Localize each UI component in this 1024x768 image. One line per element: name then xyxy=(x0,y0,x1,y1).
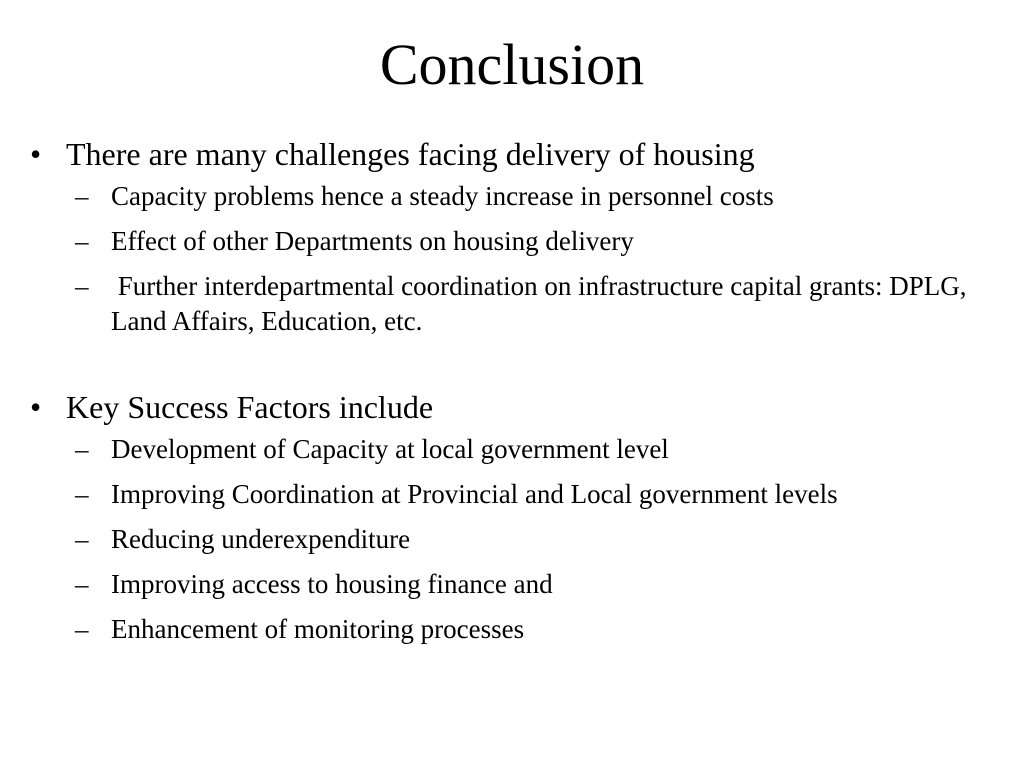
dash-glyph: – xyxy=(75,614,89,644)
sub-item xyxy=(30,612,1000,647)
sub-list-success-factors xyxy=(30,432,1000,647)
dash-glyph: – xyxy=(75,181,89,211)
dash-glyph: – xyxy=(75,569,89,599)
bullet-glyph: • xyxy=(30,136,42,172)
sub-item-text: Capacity problems hence a steady increase in personnel costs xyxy=(111,181,774,211)
sub-item xyxy=(30,477,1000,512)
sub-item-text: Improving Coordination at Provincial and Local government levels xyxy=(111,479,838,509)
dash-glyph: – xyxy=(75,226,89,256)
sub-item-text: Improving access to housing finance and xyxy=(111,569,553,599)
sub-item-text: Effect of other Departments on housing delivery xyxy=(111,226,634,256)
sub-list-challenges xyxy=(30,179,1000,339)
dash-glyph: – xyxy=(75,434,89,464)
sub-item xyxy=(30,179,1000,214)
bullet-success-factors xyxy=(30,387,1000,427)
slide-body xyxy=(30,134,1000,657)
dash-glyph: – xyxy=(75,271,89,301)
sub-item xyxy=(30,269,1000,339)
sub-item-text: Reducing underexpenditure xyxy=(111,524,411,554)
bullet-text: There are many challenges facing delivery of housing xyxy=(66,136,755,172)
dash-glyph: – xyxy=(75,479,89,509)
sub-item xyxy=(30,522,1000,557)
sub-item-text: Development of Capacity at local government level xyxy=(111,434,669,464)
sub-item xyxy=(30,432,1000,467)
sub-item xyxy=(30,567,1000,602)
slide-title: Conclusion xyxy=(379,32,645,97)
bullet-glyph: • xyxy=(30,389,42,425)
sub-item-text: Enhancement of monitoring processes xyxy=(111,614,525,644)
bullet-text: Key Success Factors include xyxy=(66,389,434,425)
dash-glyph: – xyxy=(75,524,89,554)
sub-item-text: Further interdepartmental coordination on infrastructure capital grants: DPLG, Land Affairs, Education, etc. xyxy=(111,271,974,336)
sub-item xyxy=(30,224,1000,259)
bullet-challenges xyxy=(30,134,1000,174)
